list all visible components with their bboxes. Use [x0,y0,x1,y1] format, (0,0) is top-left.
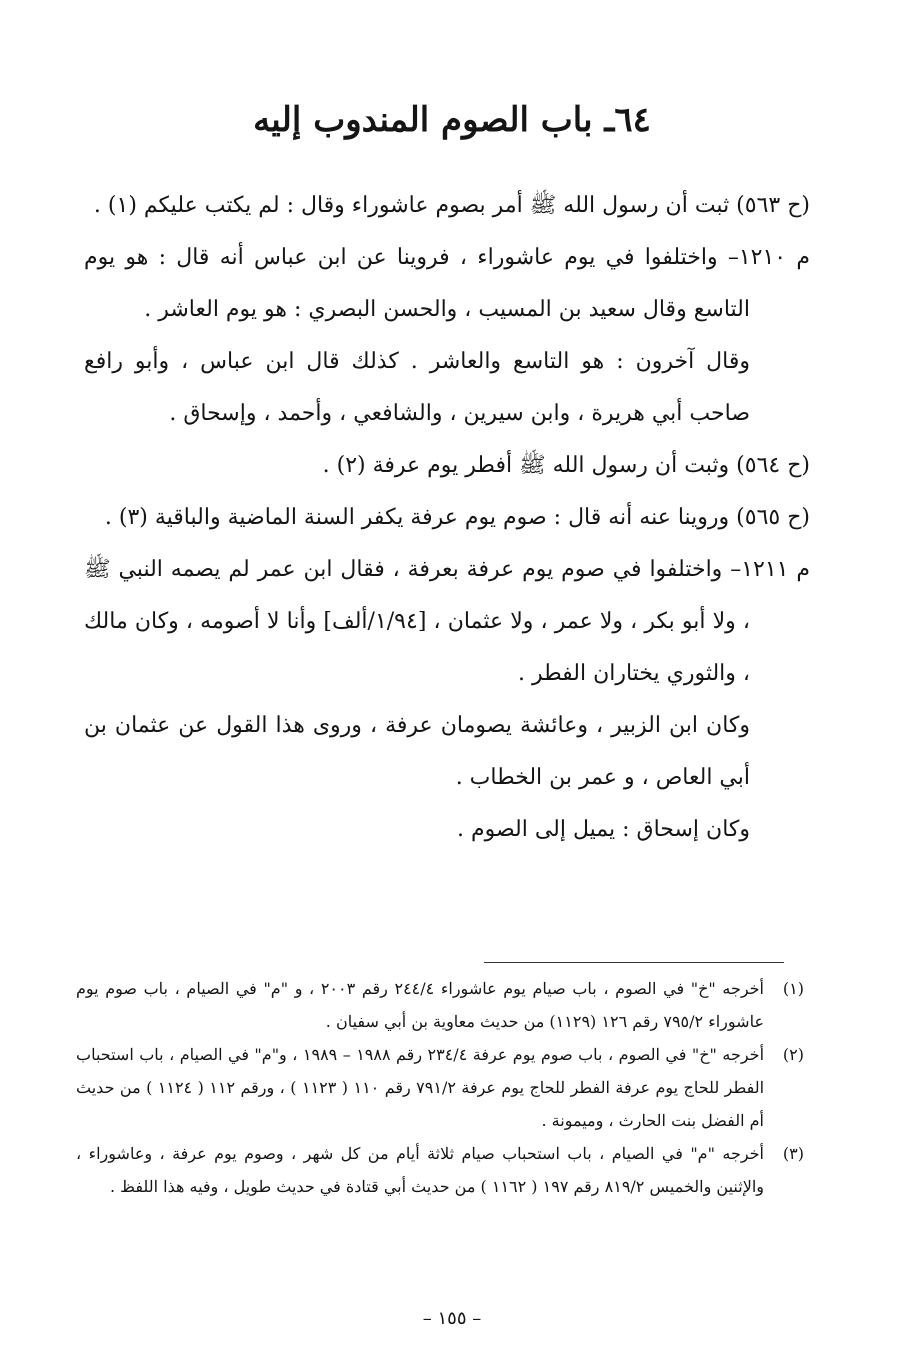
footnote [76,972,804,1038]
issue-1210: م ١٢١٠– واختلفوا في يوم عاشوراء ، فروينا عن ابن عباس أنه قال : هو يوم التاسع وقال سعيد بن المسيب ، والحسن البصري : هو يوم العاشر . [84,245,810,322]
footnote-text: أخرجه "م" في الصيام ، باب استحباب صيام ثلاثة أيام من كل شهر ، وصوم يوم عرفة ، وعاشوراء ، والإثنين والخميس ٨١٩/٢ رقم ١٩٧ ( ١١٦٢ ) من حديث أبي قتادة في حديث طويل ، وفيه هذا اللفظ . [76,1144,764,1196]
footnote-text: أخرجه "خ" في الصوم ، باب صيام يوم عاشوراء ٢٤٤/٤ رقم ٢٠٠٣ ، و "م" في الصيام ، باب صوم يوم عاشوراء ٧٩٥/٢ رقم ١٢٦ (١١٢٩) من حديث معاوية بن أبي سفيان . [76,979,765,1031]
footnote-number: (٢) [782,1045,804,1064]
footnote-divider [484,962,784,963]
other-opinions-paragraph: وقال آخرون : هو التاسع والعاشر . كذلك قال ابن عباس ، وأبو رافع صاحب أبي هريرة ، وابن سيرين ، والشافعي ، وأحمد ، وإسحاق . [84,349,750,426]
footnote-text: أخرجه "خ" في الصوم ، باب صوم يوم عرفة ٢٣٤/٤ رقم ١٩٨٨ – ١٩٨٩ ، و"م" في الصيام ، باب استحباب الفطر للحاج يوم عرفة الفطر للحاج يوم عرفة ٧٩١/٢ رقم ١١٠ ( ١١٢٣ ) ، ورقم ١١٢ ( ١١٢٤ ) من حديث أم الفضل بنت الحارث ، وميمونة . [76,1045,765,1130]
footnote-number: (١) [782,979,804,998]
ishaq-paragraph: وكان إسحاق : يميل إلى الصوم . [456,817,750,842]
issue-1211: م ١٢١١– واختلفوا في صوم يوم عرفة بعرفة ، فقال ابن عمر لم يصمه النبي ﷺ ، ولا أبو بكر ، ولا عمر ، ولا عثمان ، [١/٩٤/ألف] وأنا لا أصومه ، وكان مالك ، والثوري يختاران الفطر . [84,557,810,686]
hadith-565: (ح ٥٦٥) وروينا عنه أنه قال : صوم يوم عرفة يكفر السنة الماضية والباقية (٣) . [104,505,810,530]
footnotes [76,972,804,1203]
hadith-564: (ح ٥٦٤) وثبت أن رسول الله ﷺ أفطر يوم عرفة (٢) . [322,453,810,478]
main-text [84,180,810,856]
footnote-number: (٣) [782,1144,804,1163]
ibn-zubair-paragraph: وكان ابن الزبير ، وعائشة يصومان عرفة ، وروى هذا القول عن عثمان بن أبي العاص ، و عمر بن الخطاب . [84,713,750,790]
footnote [76,1038,804,1137]
footnote [76,1137,804,1203]
page-number: – ١٥٥ – [422,1308,482,1329]
hadith-563: (ح ٥٦٣) ثبت أن رسول الله ﷺ أمر بصوم عاشوراء وقال : لم يكتب عليكم (١) . [93,193,810,218]
chapter-title: ٦٤ـ باب الصوم المندوب إليه [253,100,651,140]
